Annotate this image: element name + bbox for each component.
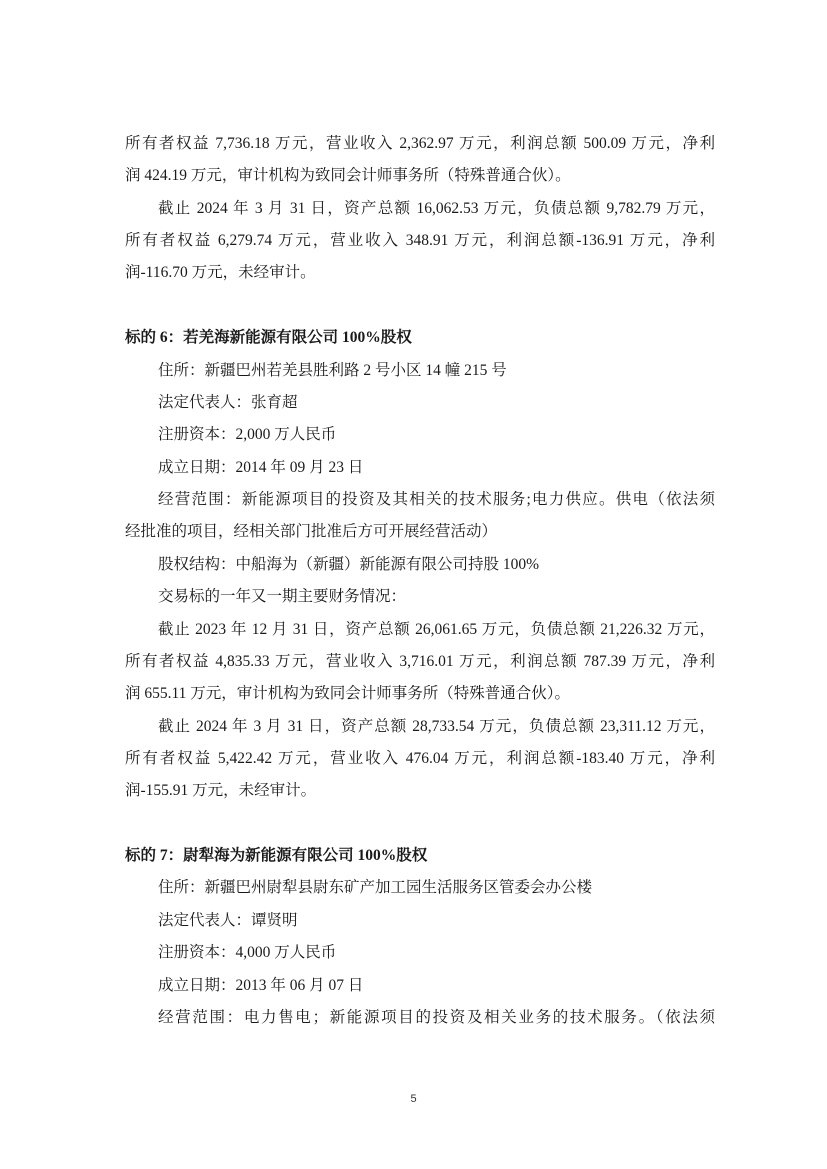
financial-paragraph-line: 润-155.91 万元，未经审计。 — [125, 782, 317, 799]
registered-capital-line: 注册资本：4,000 万人民币 — [158, 944, 337, 961]
page-number: 5 — [410, 1093, 417, 1105]
equity-structure-line: 股权结构：中船海为（新疆）新能源有限公司持股 100% — [158, 556, 540, 573]
paragraph-line: 截止 2024 年 3 月 31 日，资产总额 16,062.53 万元，负债总额 9,782.79 万元， — [158, 200, 715, 217]
founded-date-line: 成立日期：2013 年 06 月 07 日 — [158, 977, 364, 994]
financial-paragraph-line: 截止 2023 年 12 月 31 日，资产总额 26,061.65 万元，负债总额 21,226.32 万元， — [158, 621, 715, 638]
paragraph-line: 润-116.70 万元，未经审计。 — [125, 264, 316, 281]
section-heading-target-6: 标的 6：若羌海新能源有限公司 100%股权 — [125, 329, 412, 346]
legal-representative-line: 法定代表人：谭贤明 — [158, 912, 298, 929]
financial-intro-line: 交易标的一年又一期主要财务情况： — [158, 588, 407, 605]
financial-paragraph-line: 润 655.11 万元，审计机构为致同会计师事务所（特殊普通合伙）。 — [125, 685, 571, 702]
address-line: 住所：新疆巴州尉犁县尉东矿产加工园生活服务区管委会办公楼 — [158, 879, 593, 896]
business-scope-line: 经营范围：电力售电；新能源项目的投资及相关业务的技术服务。（依法须 — [158, 1009, 715, 1026]
founded-date-line: 成立日期：2014 年 09 月 23 日 — [158, 459, 364, 476]
financial-paragraph-line: 截止 2024 年 3 月 31 日，资产总额 28,733.54 万元，负债总额 23,311.12 万元， — [158, 718, 715, 735]
paragraph-line: 所有者权益 7,736.18 万元，营业收入 2,362.97 万元，利润总额 500.09 万元，净利 — [125, 135, 715, 152]
business-scope-line: 经批准的项目，经相关部门批准后方可开展经营活动） — [125, 523, 498, 540]
registered-capital-line: 注册资本：2,000 万人民币 — [158, 426, 337, 443]
financial-paragraph-line: 所有者权益 5,422.42 万元，营业收入 476.04 万元，利润总额-183.40 万元，净利 — [125, 750, 715, 767]
address-line: 住所：新疆巴州若羌县胜利路 2 号小区 14 幢 215 号 — [158, 362, 507, 379]
business-scope-line: 经营范围：新能源项目的投资及其相关的技术服务;电力供应。供电（依法须 — [158, 491, 715, 508]
financial-paragraph-line: 所有者权益 4,835.33 万元，营业收入 3,716.01 万元，利润总额 787.39 万元，净利 — [125, 653, 715, 670]
section-heading-target-7: 标的 7：尉犁海为新能源有限公司 100%股权 — [125, 847, 428, 864]
legal-representative-line: 法定代表人：张育超 — [158, 394, 298, 411]
paragraph-line: 所有者权益 6,279.74 万元，营业收入 348.91 万元，利润总额-136.91 万元，净利 — [125, 232, 715, 249]
paragraph-line: 润 424.19 万元，审计机构为致同会计师事务所（特殊普通合伙）。 — [125, 167, 571, 184]
